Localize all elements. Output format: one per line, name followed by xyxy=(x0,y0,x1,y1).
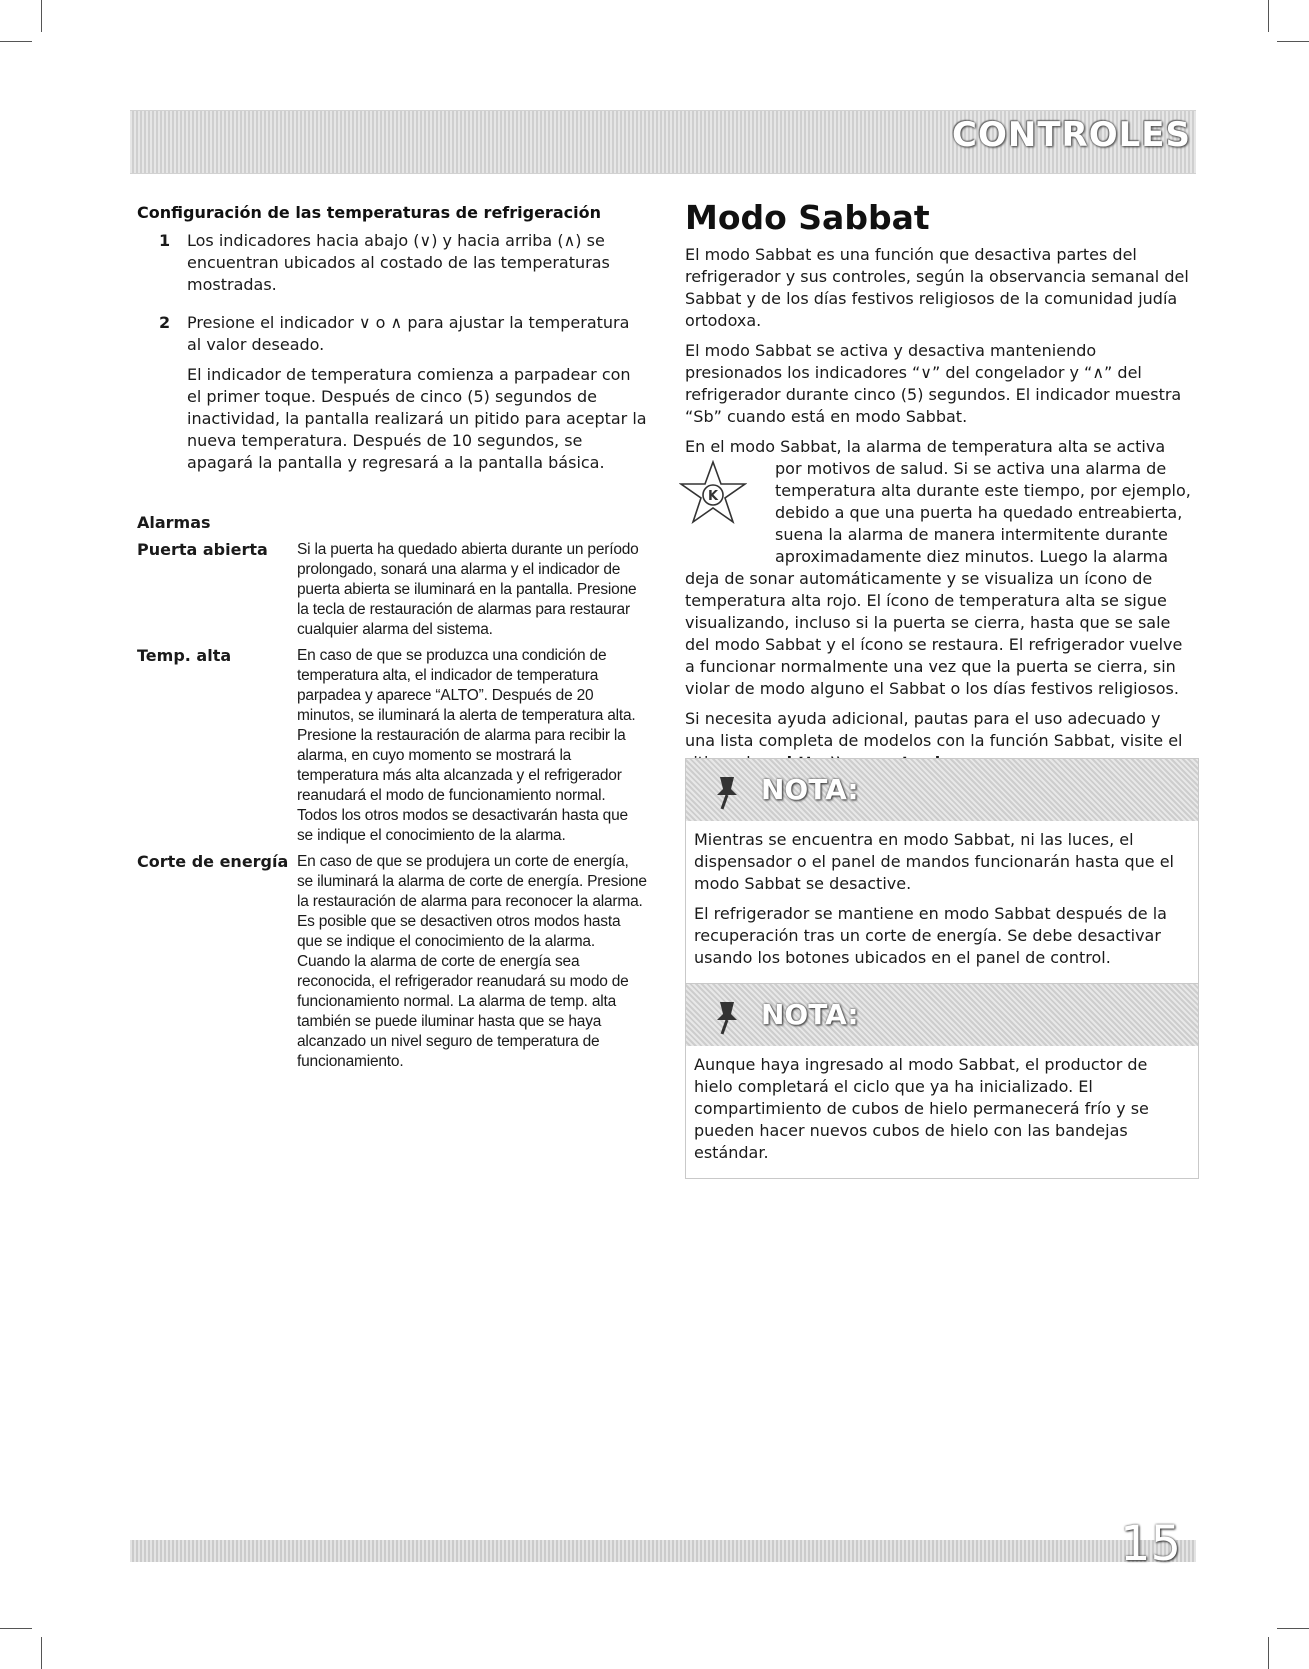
note-text: El refrigerador se mantiene en modo Sabbat después de la recuperación tras un corte de energía. Se debe desactivar usando los botones ubicados en el panel de control. xyxy=(694,904,1167,967)
sabbath-text: deja de sonar automáticamente y se visualiza un ícono de temperatura alta rojo. El ícono de temperatura alta se sigue visualizando, incluso si la puerta se cierra, hasta que se sale del modo Sabbat y el ícono se restaura. El refrigerador vuelve a funcionar normalmente una vez que la puerta se cierra, sin violar de modo alguno el Sabbat o los días festivos religiosos. xyxy=(685,569,1183,698)
footer-band xyxy=(130,1540,1196,1562)
alarm-label: Corte de energía xyxy=(137,852,289,871)
pushpin-icon xyxy=(710,998,744,1036)
note-box xyxy=(685,758,1199,984)
page-number: 15 xyxy=(1120,1516,1182,1572)
temperature-config-section xyxy=(137,203,647,490)
step-body xyxy=(187,230,647,304)
alarm-text: En caso de que se produjera un corte de energía, se iluminará la alarma de corte de energía. Presione la restauración de alarma para reconocer la alarma. Es posible que se desactiven otros modos hasta que se indique el conocimiento de la alarma. Cuando la alarma de corte de energía sea reconocida, el refrigerador reanudará su modo de funcionamiento normal. La alarma de temp. alta también se puede iluminar hasta que se haya alcanzado un nivel seguro de temperatura de funcionamiento. xyxy=(297,853,647,1070)
sabbath-text-indented: por motivos de salud. Si se activa una alarma de temperatura alta durante este tiempo, por ejemplo, debido a que una puerta ha quedado entreabierta, suena la alarma de manera intermitente durante aproximadamente diez minutos. Luego la alarma xyxy=(775,459,1191,566)
sabbath-alarm-paragraph xyxy=(685,436,1195,700)
alarms-section xyxy=(137,513,657,1078)
alarm-label: Temp. alta xyxy=(137,646,232,665)
pushpin-icon xyxy=(710,773,744,811)
help-text: Si necesita ayuda adicional, pautas para el uso adecuado y una lista completa de modelos con la función Sabbat, visite el xyxy=(685,709,1183,750)
step-number: 1 xyxy=(159,231,171,250)
crop-mark xyxy=(41,0,42,32)
crop-mark xyxy=(41,1637,42,1669)
sabbath-title: Modo Sabbat xyxy=(685,198,930,237)
alarm-text: Si la puerta ha quedado abierta durante un período prolongado, sonará una alarma y el indicador de puerta abierta se iluminará en la pantalla. Presione la tecla de restauración de alarmas para restaurar cualquier alarma del sistema. xyxy=(297,541,639,638)
note-body xyxy=(686,821,1198,983)
step-text: Los indicadores hacia abajo (∨) y hacia arriba (∧) se encuentran ubicados al costado de las temperaturas mostradas. xyxy=(187,231,610,294)
crop-mark xyxy=(1277,41,1309,42)
sabbath-paragraph: El modo Sabbat se activa y desactiva manteniendo presionados los indicadores “∨” del congelador y “∧” del refrigerador durante cinco (5) segundos. El indicador muestra “Sb” cuando está en modo Sabbat. xyxy=(685,341,1182,426)
star-k-kosher-icon xyxy=(679,460,747,526)
crop-mark xyxy=(0,41,32,42)
note-label: NOTA: xyxy=(761,998,859,1031)
alarm-row-door-open xyxy=(137,540,657,640)
crop-mark xyxy=(0,1628,32,1629)
note-text: Mientras se encuentra en modo Sabbat, ni las luces, el dispensador o el panel de mandos funcionarán hasta que el modo Sabbat se desactive. xyxy=(694,830,1174,893)
sabbath-section xyxy=(685,198,1195,782)
step-1 xyxy=(137,230,647,304)
section-title: CONTROLES xyxy=(952,115,1191,155)
config-heading: Configuración de las temperaturas de refrigeración xyxy=(137,203,601,222)
step-text: El indicador de temperatura comienza a parpadear con el primer toque. Después de cinco (5) segundos de inactividad, la pantalla realizará un pitido para aceptar la nueva temperatura. Después de 10 segundos, se apagará la pantalla y regresará a la pantalla básica. xyxy=(187,365,647,472)
note-body xyxy=(686,1046,1198,1178)
alarm-row-high-temp xyxy=(137,646,657,846)
note-header xyxy=(686,984,1198,1046)
step-text: Presione el indicador ∨ o ∧ para ajustar la temperatura al valor deseado. xyxy=(187,313,630,354)
alarm-label: Puerta abierta xyxy=(137,540,268,559)
note-label: NOTA: xyxy=(761,773,859,806)
note-header xyxy=(686,759,1198,821)
alarms-heading: Alarmas xyxy=(137,513,211,532)
step-number: 2 xyxy=(159,313,171,332)
sabbath-text: En el modo Sabbat, la alarma de temperatura alta se activa xyxy=(685,437,1166,456)
alarm-row-power-outage xyxy=(137,852,657,1072)
kosher-symbol: K xyxy=(707,489,719,504)
note-text: Aunque haya ingresado al modo Sabbat, el productor de hielo completará el ciclo que ya ha inicializado. El compartimiento de cubos de hielo permanecerá frío y se pueden hacer nuevos cubos de hielo con las bandejas estándar. xyxy=(694,1055,1149,1162)
note-box xyxy=(685,983,1199,1179)
crop-mark xyxy=(1268,1637,1269,1669)
crop-mark xyxy=(1268,0,1269,32)
alarm-text: En caso de que se produzca una condición de temperatura alta, el indicador de temperatura parpadea y aparece “ALTO”. Después de 20 minutos, se iluminará la alerta de temperatura alta. Presione la restauración de alarma para recibir la alarma, en cuyo momento se mostrará la temperatura más alta alcanzada y el refrigerador reanudará el modo de funcionamiento normal. Todos los otros modos se desactivarán hasta que se indique el conocimiento de la alarma. xyxy=(297,647,636,844)
crop-mark xyxy=(1277,1628,1309,1629)
sabbath-paragraph: El modo Sabbat es una función que desactiva partes del refrigerador y sus controles, según la observancia semanal del Sabbat y de los días festivos religiosos de la comunidad judía ortodoxa. xyxy=(685,245,1189,330)
step-body xyxy=(187,312,647,482)
step-2 xyxy=(137,312,647,482)
